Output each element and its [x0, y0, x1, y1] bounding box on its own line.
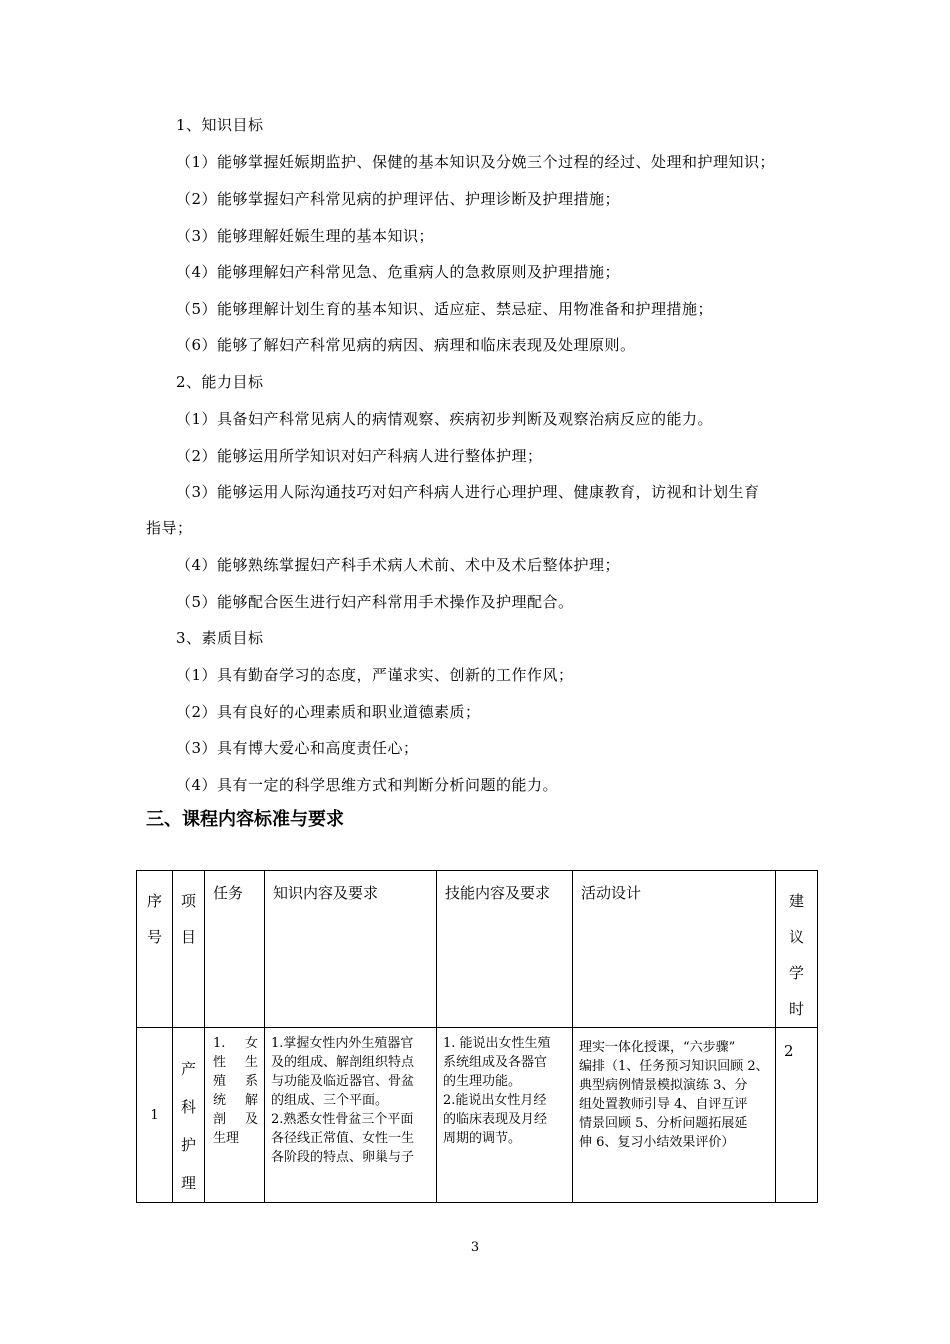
knowledge-goal-item: （1）能够掌握妊娠期监护、保健的基本知识及分娩三个过程的经过、处理和护理知识；: [176, 153, 776, 171]
ability-goal-item: （1）具备妇产科常见病人的病情观察、疾病初步判断及观察治病反应的能力。: [176, 410, 714, 428]
header-seq: 序 号: [137, 871, 173, 1028]
row-skill: 1. 能说出女性生殖 系统组成及各器官 的生理功能。 2.能说出女性月经 的临床表现及月经 周期的调节。: [437, 1028, 573, 1203]
quality-goal-item: （2）具有良好的心理素质和职业道德素质；: [176, 703, 481, 721]
knowledge-goal-item: （5）能够理解计划生育的基本知识、适应症、禁忌症、用物准备和护理措施；: [176, 300, 714, 318]
ability-goal-item: （2）能够运用所学知识对妇产科病人进行整体护理；: [176, 447, 543, 465]
quality-goal-item: （3）具有博大爱心和高度责任心；: [176, 739, 419, 757]
quality-goal-item: （4）具有一定的科学思维方式和判断分析问题的能力。: [176, 776, 559, 794]
header-skill: 技能内容及要求: [437, 871, 573, 1028]
row-task: 1. 女 性 生 殖 系 统 解 剖 及 生理: [205, 1028, 265, 1203]
knowledge-goal-item: （6）能够了解妇产科常见病的病因、病理和临床表现及处理原则。: [176, 336, 636, 354]
table-row: [137, 1028, 818, 1203]
course-content-table: [136, 870, 818, 1203]
knowledge-goal-item: （2）能够掌握妇产科常见病的护理评估、护理诊断及护理措施；: [176, 190, 621, 208]
table-header-row: [137, 871, 818, 1028]
section-heading: 三、课程内容标准与要求: [146, 809, 344, 830]
knowledge-goal-item: （4）能够理解妇产科常见急、危重病人的急救原则及护理措施；: [176, 263, 621, 281]
row-hours: 2: [776, 1028, 818, 1203]
knowledge-goal-item: （3）能够理解妊娠生理的基本知识；: [176, 227, 435, 245]
row-activity: 理实一体化授课，“六步骤” 编排（1、任务预习知识回顾 2、 典型病例情景模拟演练 3、分 组处置教师引导 4、自评互评 情景回顾 5、分析问题拓展延 伸 6、复习小结效果评价）: [573, 1028, 776, 1203]
ability-goal-item: （4）能够熟练掌握妇产科手术病人术前、术中及术后整体护理；: [176, 556, 621, 574]
row-seq: 1: [137, 1028, 173, 1203]
header-hours: 建 议 学 时: [776, 871, 818, 1028]
ability-goal-item: （5）能够配合医生进行妇产科常用手术操作及护理配合。: [176, 593, 574, 611]
knowledge-goal-title: 1、知识目标: [176, 116, 264, 134]
row-project: 产 科 护 理: [173, 1028, 205, 1203]
page-number: 3: [470, 1240, 480, 1255]
header-activity: 活动设计: [573, 871, 776, 1028]
quality-goal-item: （1）具有勤奋学习的态度，严谨求实、创新的工作作风；: [176, 666, 574, 684]
ability-goal-item-continuation: 指导；: [146, 519, 193, 537]
ability-goal-title: 2、能力目标: [176, 373, 264, 391]
header-task: 任务: [205, 871, 265, 1028]
quality-goal-title: 3、素质目标: [176, 629, 264, 647]
ability-goal-item: （3）能够运用人际沟通技巧对妇产科病人进行心理护理、健康教育，访视和计划生育: [176, 483, 760, 501]
header-project: 项 目: [173, 871, 205, 1028]
header-knowledge: 知识内容及要求: [265, 871, 437, 1028]
row-knowledge: 1.掌握女性内外生殖器官 及的组成、解剖组织特点 与功能及临近器官、骨盆 的组成、三个平面。 2.熟悉女性骨盆三个平面 各径线正常值、女性一生 各阶段的特点、卵巢与子: [265, 1028, 437, 1203]
